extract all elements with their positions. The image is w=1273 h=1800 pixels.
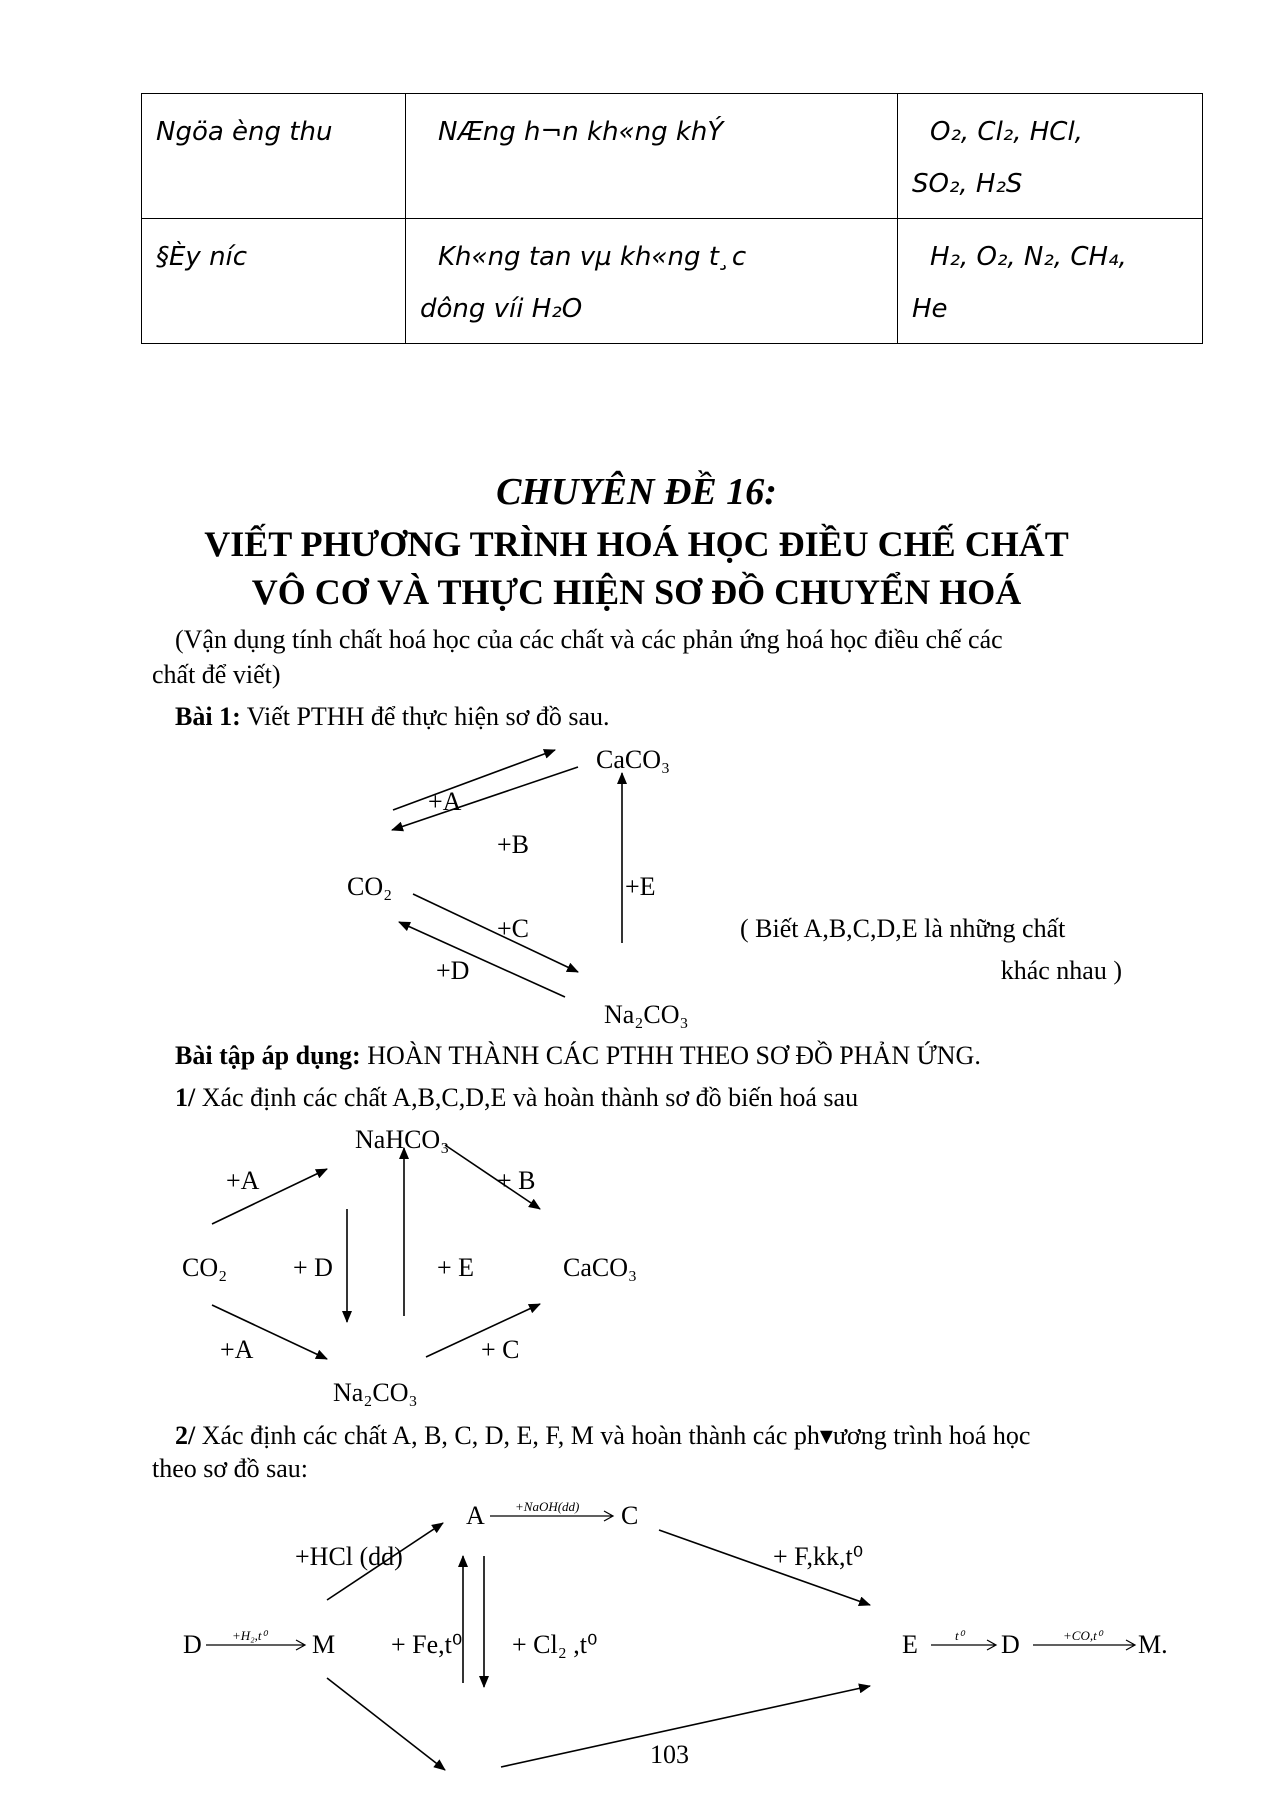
reagent-label: +A (226, 1166, 260, 1195)
task-text: Xác định các chất A, B, C, D, E, F, M và hoàn thành các ph▾ương trình hoá học (195, 1421, 1031, 1450)
exercise-text: Viết PTHH để thực hiện sơ đồ sau. (240, 702, 610, 731)
substance-c: C (621, 1501, 639, 1530)
heading-line: VIẾT PHƯƠNG TRÌNH HOÁ HỌC ĐIỀU CHẾ CHẤT (204, 524, 1069, 564)
co2-label: CO₂ (182, 1253, 228, 1282)
task1-line (175, 1083, 858, 1113)
intro-text: (Vận dụng tính chất hoá học của các chất và các phản ứng hoá học điều chế các (175, 625, 1003, 654)
intro-text: chất để viết) (152, 660, 281, 689)
substance-a: A (466, 1501, 485, 1530)
topic-title: CHUYÊN ĐỀ 16: (496, 471, 777, 513)
reagent-label: +E (625, 872, 656, 901)
substance-e: E (902, 1630, 918, 1659)
gases-line: O₂, Cl₂, HCl, (930, 117, 1083, 147)
gases-line: SO₂, H₂S (912, 169, 1023, 199)
reagent-label: +A (428, 787, 462, 816)
reagent-label: t⁰ (955, 1628, 964, 1643)
substance-d: D (1001, 1630, 1020, 1659)
method-cell: §Èy níc (142, 219, 406, 344)
reagent-label: +H₂,t⁰ (232, 1628, 267, 1643)
task-label: 2/ (175, 1421, 196, 1450)
na2co3-label: Na₂CO₃ (333, 1378, 418, 1407)
property-text: dông víi H₂O (420, 294, 583, 324)
practice-text: HOÀN THÀNH CÁC PTHH THEO SƠ ĐỒ PHẢN ỨNG. (360, 1041, 981, 1070)
reagent-label: + D (293, 1253, 333, 1282)
reagent-label: +HCl (dd) (295, 1542, 403, 1571)
gases-line: H₂, O₂, N₂, CH₄, (930, 242, 1127, 272)
reagent-label: +NaOH(dd) (515, 1499, 580, 1514)
practice-label: Bài tập áp dụng: (175, 1041, 361, 1070)
task2-line (175, 1421, 1030, 1451)
substance-m: M. (1138, 1630, 1168, 1659)
method-cell: Ngöa èng thu (142, 94, 406, 219)
task-label: 1/ (175, 1083, 196, 1112)
caco3-label: CaCO₃ (563, 1253, 638, 1282)
reagent-label: +B (497, 830, 530, 859)
reagent-label: +A (220, 1335, 254, 1364)
heading-line: VÔ CƠ VÀ THỰC HIỆN SƠ ĐỒ CHUYỂN HOÁ (251, 572, 1022, 612)
substance-d: D (183, 1630, 202, 1659)
property-text: NÆng h¬n kh«ng khÝ (438, 117, 724, 147)
substance-m: M (312, 1630, 336, 1659)
co2-label: CO₂ (347, 872, 393, 901)
arrow (327, 1678, 445, 1770)
reagent-label: +C (497, 914, 530, 943)
caco3-label: CaCO₃ (596, 745, 671, 774)
page-number: 103 (650, 1740, 689, 1769)
arrow (393, 750, 555, 810)
reagent-label: + C (481, 1335, 520, 1364)
reagent-label: + F,kk,t⁰ (773, 1542, 864, 1571)
reagent-label: + E (437, 1253, 475, 1282)
task-text: Xác định các chất A,B,C,D,E và hoàn thành sơ đồ biến hoá sau (195, 1083, 859, 1112)
exercise-label: Bài 1: (175, 702, 241, 731)
reagent-label: + Fe,t⁰ (391, 1630, 463, 1659)
reagent-label: + Cl₂ ,t⁰ (512, 1630, 598, 1659)
na2co3-label: Na₂CO₃ (604, 1000, 689, 1029)
reagent-label: +D (436, 956, 470, 985)
practice-line (175, 1041, 981, 1071)
reagent-label: +CO,t⁰ (1063, 1628, 1102, 1643)
note-text: khác nhau ) (1000, 956, 1122, 985)
arrow (399, 922, 565, 997)
note-text: ( Biết A,B,C,D,E là những chất (740, 914, 1066, 943)
task2-text: theo sơ đồ sau: (152, 1454, 309, 1483)
nahco3-label: NaHCO₃ (355, 1125, 450, 1154)
gases-line: He (912, 294, 948, 324)
reagent-label: + B (497, 1166, 536, 1195)
property-text: Kh«ng tan vµ kh«ng t¸c (438, 242, 747, 272)
